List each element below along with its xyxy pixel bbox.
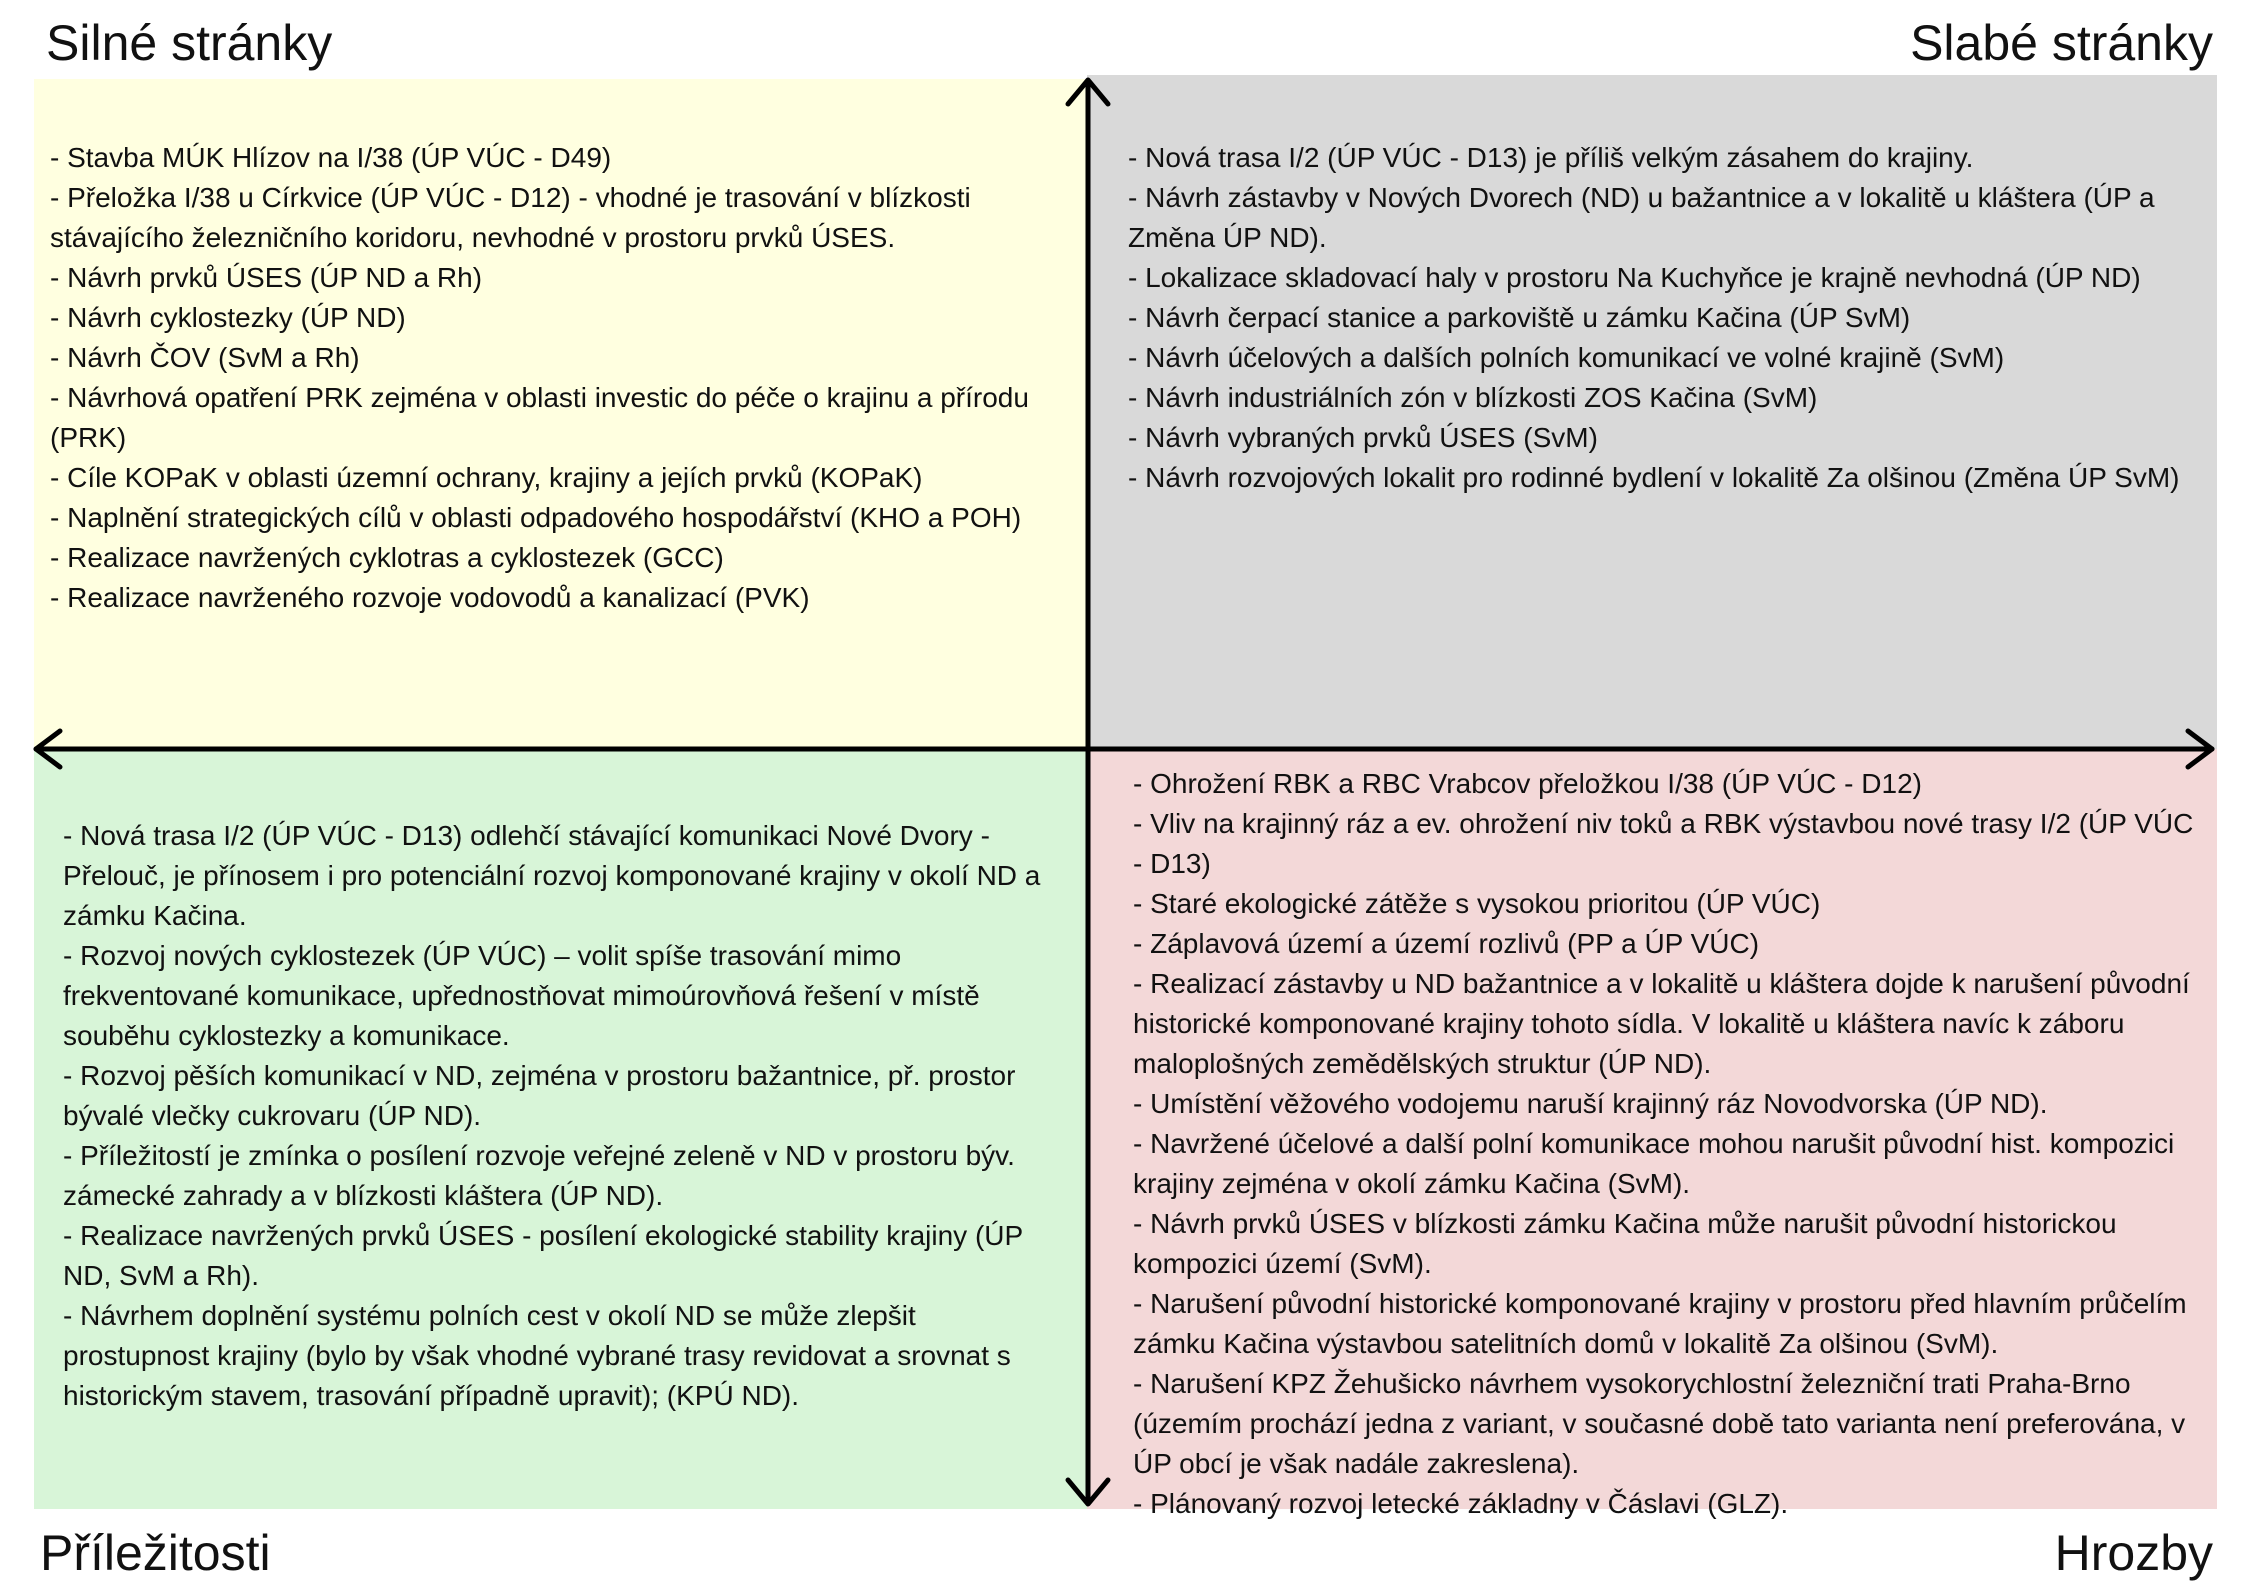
list-item: - Návrh prvků ÚSES v blízkosti zámku Kačina může narušit původní historickou kompozici území (SvM). xyxy=(1133,1208,2117,1279)
list-item: - Návrh ČOV (SvM a Rh) xyxy=(50,342,360,373)
list-item: - Realizace navržených prvků ÚSES - posílení ekologické stability krajiny (ÚP ND, SvM a Rh). xyxy=(63,1220,1023,1291)
list-item: - Vliv na krajinný ráz a ev. ohrožení niv toků a RBK výstavbou nové trasy I/2 (ÚP VÚC - D13) xyxy=(1133,808,2194,879)
list-item: - Realizace navržených cyklotras a cyklostezek (GCC) xyxy=(50,542,724,573)
threats-title: Hrozby xyxy=(2054,1525,2213,1581)
list-item: - Návrh prvků ÚSES (ÚP ND a Rh) xyxy=(50,262,483,293)
opportunities-title: Příležitosti xyxy=(40,1525,271,1581)
list-item: - Realizací zástavby u ND bažantnice a v lokalitě u kláštera dojde k narušení původní historické komponované krajiny tohoto sídla. V lokalitě u kláštera navíc k záboru maloplošných zemědělských struktur (ÚP ND). xyxy=(1133,968,2190,1079)
list-item: - Stavba MÚK Hlízov na I/38 (ÚP VÚC - D49) xyxy=(50,142,612,173)
list-item: - Návrhová opatření PRK zejména v oblasti investic do péče o krajinu a přírodu (PRK) xyxy=(50,382,1029,453)
list-item: - Cíle KOPaK v oblasti územní ochrany, krajiny a jejích prvků (KOPaK) xyxy=(50,462,923,493)
list-item: - Staré ekologické zátěže s vysokou prioritou (ÚP VÚC) xyxy=(1133,888,1821,919)
list-item: - Narušení původní historické komponované krajiny v prostoru před hlavním průčelím zámku Kačina výstavbou satelitních domů v lokalitě Za olšinou (SvM). xyxy=(1133,1288,2187,1359)
list-item: - Narušení KPZ Žehušicko návrhem vysokorychlostní železniční trati Praha-Brno (územím prochází jedna z variant, v současné době tato varianta není preferována, v ÚP obcí je však nadále zakreslena). xyxy=(1133,1368,2186,1479)
list-item: - Návrh rozvojových lokalit pro rodinné bydlení v lokalitě Za olšinou (Změna ÚP SvM) xyxy=(1128,462,2180,493)
list-item: - Návrh čerpací stanice a parkoviště u zámku Kačina (ÚP SvM) xyxy=(1128,302,1911,333)
list-item: - Navržené účelové a další polní komunikace mohou narušit původní hist. kompozici krajiny zejména v okolí zámku Kačina (SvM). xyxy=(1133,1128,2175,1199)
list-item: - Lokalizace skladovací haly v prostoru Na Kuchyňce je krajně nevhodná (ÚP ND) xyxy=(1128,262,2141,293)
list-item: - Naplnění strategických cílů v oblasti odpadového hospodářství (KHO a POH) xyxy=(50,502,1022,533)
list-item: - Návrh industriálních zón v blízkosti ZOS Kačina (SvM) xyxy=(1128,382,1818,413)
list-item: - Záplavová území a území rozlivů (PP a ÚP VÚC) xyxy=(1133,928,1760,959)
list-item: - Návrh zástavby v Nových Dvorech (ND) u bažantnice a v lokalitě u kláštera (ÚP a Změna ÚP ND). xyxy=(1128,182,2155,253)
list-item: - Realizace navrženého rozvoje vodovodů a kanalizací (PVK) xyxy=(50,582,810,613)
list-item: - Nová trasa I/2 (ÚP VÚC - D13) odlehčí stávající komunikaci Nové Dvory - Přelouč, je přínosem i pro potenciální rozvoj komponované krajiny v okolí ND a zámku Kačina. xyxy=(63,820,1041,931)
list-item: - Umístění věžového vodojemu naruší krajinný ráz Novodvorska (ÚP ND). xyxy=(1133,1088,2048,1119)
list-item: - Návrhem doplnění systému polních cest v okolí ND se může zlepšit prostupnost krajiny (bylo by však vhodné vybrané trasy revidovat a srovnat s historickým stavem, trasování případně upravit); (KPÚ ND). xyxy=(63,1300,1011,1411)
list-item: - Ohrožení RBK a RBC Vrabcov přeložkou I/38 (ÚP VÚC - D12) xyxy=(1133,768,1922,799)
list-item: - Rozvoj pěších komunikací v ND, zejména v prostoru bažantnice, př. prostor bývalé vlečky cukrovaru (ÚP ND). xyxy=(63,1060,1016,1131)
weaknesses-title: Slabé stránky xyxy=(1910,15,2213,71)
list-item: - Nová trasa I/2 (ÚP VÚC - D13) je příliš velkým zásahem do krajiny. xyxy=(1128,142,1974,173)
list-item: - Návrh účelových a dalších polních komunikací ve volné krajině (SvM) xyxy=(1128,342,2005,373)
list-item: - Návrh vybraných prvků ÚSES (SvM) xyxy=(1128,422,1598,453)
list-item: - Plánovaný rozvoj letecké základny v Čáslavi (GLZ). xyxy=(1133,1488,1789,1519)
list-item: - Přeložka I/38 u Církvice (ÚP VÚC - D12) - vhodné je trasování v blízkosti stávajícího železničního koridoru, nevhodné v prostoru prvků ÚSES. xyxy=(50,182,971,253)
list-item: - Příležitostí je zmínka o posílení rozvoje veřejné zeleně v ND v prostoru býv. zámecké zahrady a v blízkosti kláštera (ÚP ND). xyxy=(63,1140,1015,1211)
list-item: - Rozvoj nových cyklostezek (ÚP VÚC) – volit spíše trasování mimo frekventované komunikace, upřednostňovat mimoúrovňová řešení v místě souběhu cyklostezky a komunikace. xyxy=(63,940,980,1051)
strengths-title: Silné stránky xyxy=(46,15,333,71)
list-item: - Návrh cyklostezky (ÚP ND) xyxy=(50,302,406,333)
